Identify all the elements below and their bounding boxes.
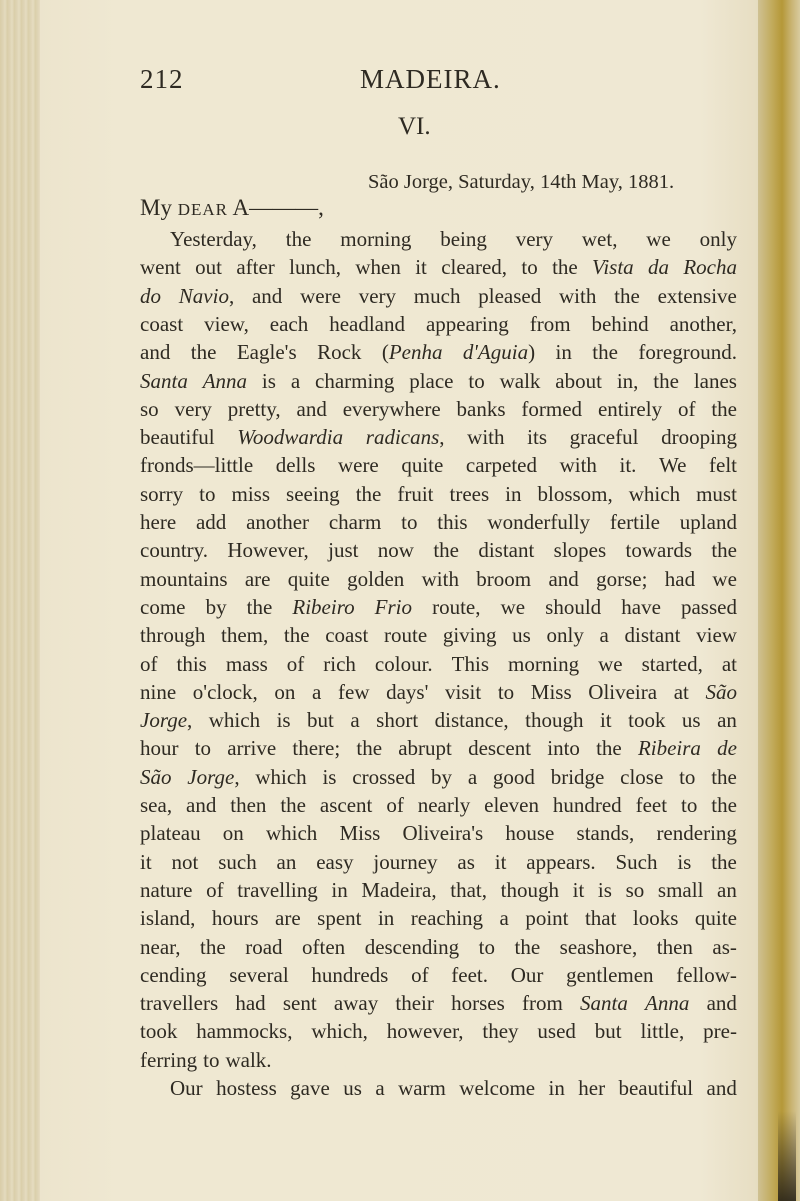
text-line: Santa Anna is a charming place to walk about in, the lanes [140,368,737,393]
salutation: My DEAR A———, [140,195,324,220]
text-line: travellers had sent away their horses from Santa Anna and [140,991,737,1016]
section-number: VI. [398,113,431,140]
page-edge-right [758,0,800,1201]
text-line: near, the road often descending to the seashore, then as- [140,934,737,959]
text-line: and the Eagle's Rock (Penha d'Aguia) in the foreground. [140,340,737,365]
text-line: nature of travelling in Madeira, that, though it is so small an [140,877,737,902]
text-line: sorry to miss seeing the fruit trees in blossom, which must [140,481,737,506]
text-line: here add another charm to this wonderfully fertile upland [140,510,737,534]
text-line: fronds—little dells were quite carpeted with it. We felt [140,453,737,478]
text-line: do Navio, and were very much pleased with the extensive [140,283,737,308]
text-line: cending several hundreds of feet. Our gentlemen fellow- [140,962,737,987]
text-line: Jorge, which is but a short distance, though it took us an [140,708,737,733]
text-line: island, hours are spent in reaching a point that looks quite [140,906,737,931]
text-line: of this mass of rich colour. This morning we started, at [140,651,737,676]
running-title: MADEIRA. [360,64,501,94]
text-line: through them, the coast route giving us only a distant view [140,623,737,648]
text-line: country. However, just now the distant slopes towards the [140,538,737,563]
text-line: nine o'clock, on a few days' visit to Miss Oliveira at São [140,679,737,704]
letter-body [140,224,740,1104]
text-line: plateau on which Miss Oliveira's house stands, rendering [140,821,737,846]
page-gutter-left [0,0,40,1201]
text-line: São Jorge, which is crossed by a good bridge close to the [140,764,737,789]
page-number: 212 [140,64,184,94]
text-line: mountains are quite golden with broom and gorse; had we [140,566,737,591]
text-line: hour to arrive there; the abrupt descent into the Ribeira de [140,736,737,761]
text-line: coast view, each headland appearing from behind another, [140,311,737,336]
text-line: it not such an easy journey as it appears. Such is the [140,849,737,874]
text-line: come by the Ribeiro Frio route, we should have passed [140,594,737,619]
text-line: beautiful Woodwardia radicans, with its graceful drooping [140,425,737,450]
page-edge-shadow [778,1111,796,1201]
dateline: São Jorge, Saturday, 14th May, 1881. [368,171,675,193]
text-line: Yesterday, the morning being very wet, we only [170,227,737,251]
text-line: Our hostess gave us a warm welcome in her beautiful and [170,1076,737,1100]
text-line: ferring to walk. [140,1047,272,1072]
text-line: went out after lunch, when it cleared, to the Vista da Rocha [140,255,737,280]
running-head [0,64,800,104]
text-line: so very pretty, and everywhere banks formed entirely of the [140,396,737,421]
text-line: took hammocks, which, however, they used but little, pre- [140,1019,737,1044]
text-line: sea, and then the ascent of nearly eleven hundred feet to the [140,793,737,817]
